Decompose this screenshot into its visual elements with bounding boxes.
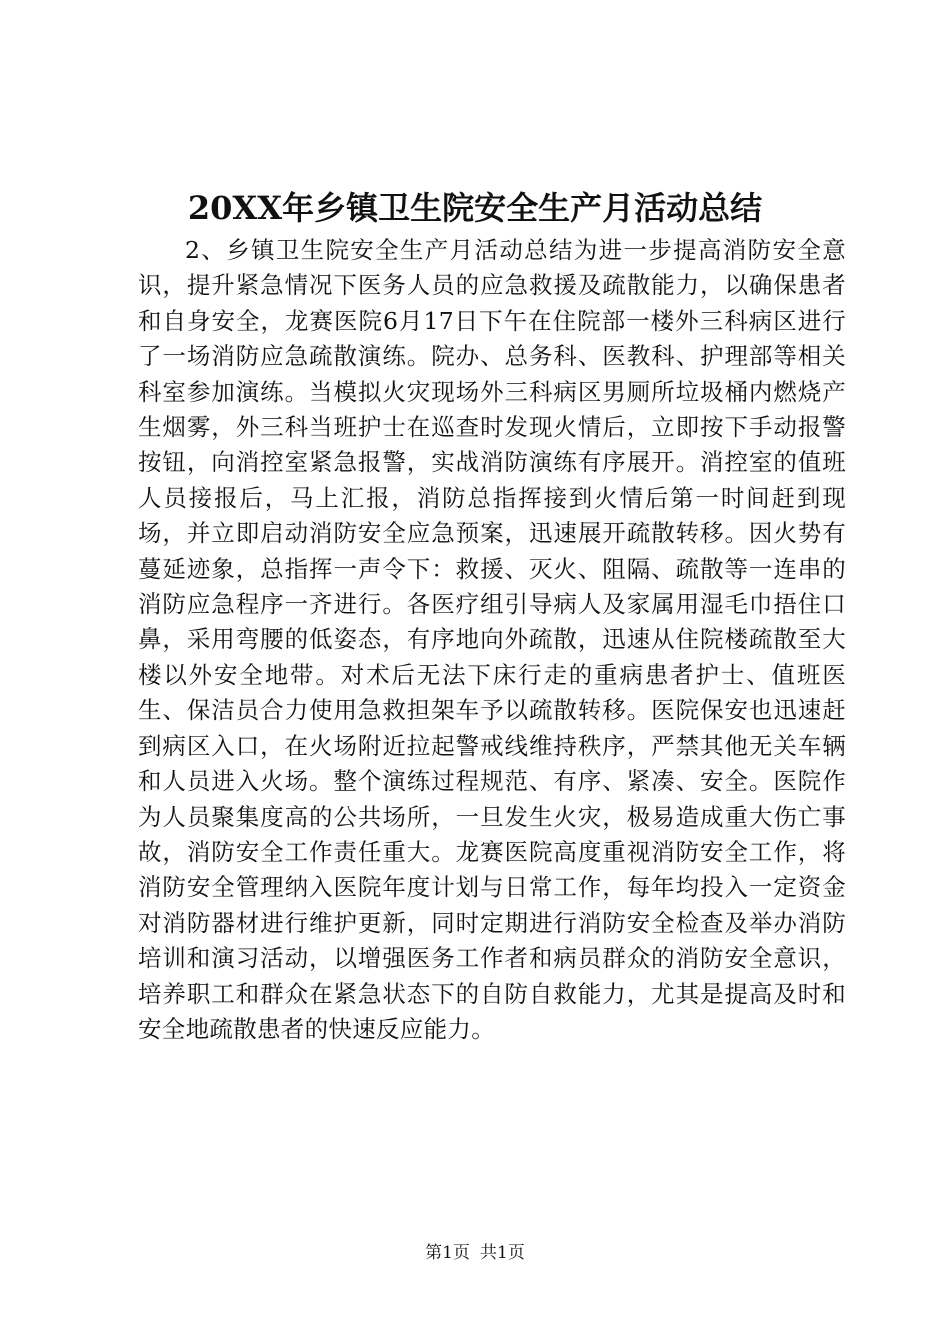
- page-number-total: 共1页: [480, 1243, 525, 1263]
- document-title: 20XX年乡镇卫生院安全生产月活动总结: [187, 189, 763, 227]
- page-footer: [0, 1241, 950, 1265]
- document-body-paragraph: 2、乡镇卫生院安全生产月活动总结为进一步提高消防安全意识，提升紧急情况下医务人员的应急救援及疏散能力，以确保患者和自身安全，龙赛医院6月17日下午在住院部一楼外三科病区进行了一场消防应急疏散演练。院办、总务科、医教科、护理部等相关科室参加演练。当模拟火灾现场外三科病区男厕所垃圾桶内燃烧产生烟雾，外三科当班护士在巡查时发现火情后，立即按下手动报警按钮，向消控室紧急报警，实战消防演练有序展开。消控室的值班人员接报后，马上汇报，消防总指挥接到火情后第一时间赶到现场，并立即启动消防安全应急预案，迅速展开疏散转移。因火势有蔓延迹象，总指挥一声令下：救援、灭火、阻隔、疏散等一连串的消防应急程序一齐进行。各医疗组引导病人及家属用湿毛巾捂住口鼻，采用弯腰的低姿态，有序地向外疏散，迅速从住院楼疏散至大楼以外安全地带。对术后无法下床行走的重病患者护士、值班医生、保洁员合力使用急救担架车予以疏散转移。医院保安也迅速赶到病区入口，在火场附近拉起警戒线维持秩序，严禁其他无关车辆和人员进入火场。整个演练过程规范、有序、紧凑、安全。医院作为人员聚集度高的公共场所，一旦发生火灾，极易造成重大伤亡事故，消防安全工作责任重大。龙赛医院高度重视消防安全工作，将消防安全管理纳入医院年度计划与日常工作，每年均投入一定资金对消防器材进行维护更新，同时定期进行消防安全检查及举办消防培训和演习活动，以增强医务工作者和病员群众的消防安全意识，培养职工和群众在紧急状态下的自防自救能力，尤其是提高及时和安全地疏散患者的快速反应能力。: [138, 236, 846, 1043]
- page-number-current: 第1页: [425, 1243, 470, 1263]
